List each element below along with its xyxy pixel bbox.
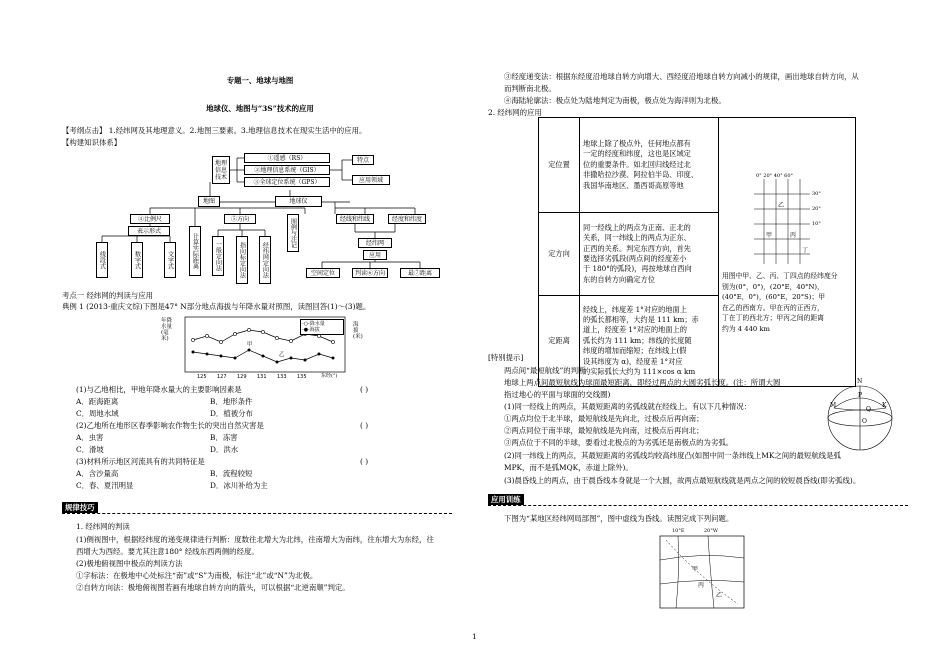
box-tuli: 图例与注记 <box>287 214 299 252</box>
box-shuzi: 数字式 <box>131 242 143 278</box>
box-ditu: 地图 <box>198 196 220 207</box>
box-zuiduan: 最⑦距离 <box>400 268 440 278</box>
grid-ding: 丁 <box>802 247 809 254</box>
p3: ①字标法：在极地中心处标注“南”或“S”为南极，标注“北”或“N”为北极。 <box>76 571 318 580</box>
table-figure-cell <box>719 118 856 387</box>
z5: ③两点位于不同的半球，要看过北极点的为劣弧还是南极点的为劣弧。 <box>504 438 734 447</box>
z1: 地球上两点间最短航线为球面最短距离，即经过两点的大圆劣弧长度。(注：所谓大圆 <box>504 378 781 387</box>
map-l1: 10°E <box>672 528 685 534</box>
grid-jia: 甲 <box>766 232 773 239</box>
q1-optA: A．距海距离 <box>76 397 119 406</box>
map-jia: 甲 <box>692 566 699 573</box>
grid-lat-3: 10° <box>812 221 821 227</box>
q3-optA: A．含沙量高 <box>76 469 119 478</box>
q2-optD: D．洪水 <box>210 445 239 454</box>
legend-alt: -●-海拔 <box>302 327 320 333</box>
box-gps: ③全球定位系统（GPS） <box>244 177 330 187</box>
knowledge-flowchart <box>90 150 450 290</box>
globe-q: Q <box>866 406 871 413</box>
p2: (2)极地俯视图中极点的判读方法 <box>76 559 183 568</box>
goujian-heading: 【构建知识体系】 <box>62 138 122 147</box>
globe-figure <box>820 378 900 458</box>
box-jingweixian: 经线和纬线 <box>336 214 374 224</box>
box-jingweiwang: 经纬网 <box>358 238 392 248</box>
chart-ylabel-right: 海拔(米) <box>353 322 363 340</box>
q1-optD: D．植被分布 <box>210 409 253 418</box>
box-diqiuyi: 地球仪 <box>275 196 322 207</box>
box-zhibei: 指向标定向法 <box>236 236 248 284</box>
grid-lat-1: 30° <box>812 191 821 197</box>
page-title: 专题一、地球与地图 <box>226 76 294 85</box>
grid-desc: 用图中甲、乙、丙、丁四点的经纬度分 别为(0°，0°)，(20°E，40°N)， (40°E，0°)，(60°E，20°S)；甲 在乙的西南方。甲在丙的正西方， 丁在丁的西北方；甲丙之间的距离 约为 4 440 km <box>722 272 838 333</box>
box-gis: ②地理信息系统（GIS） <box>244 165 330 175</box>
box-dili: 地理信息技术 <box>212 156 230 184</box>
p4: ②自转方向法：极地俯视图若画有地球自转方向的箭头，可以根据“北逆南顺”判定。 <box>76 583 350 592</box>
box-panduan: 判读⑥方向 <box>352 268 388 278</box>
grid-bing: 丙 <box>790 232 797 239</box>
z2: (1)同一经线上的两点，其最短距离的劣弧线就在经线上。有以下几种情况： <box>504 402 751 411</box>
q3-optC: C．春、夏汛明显 <box>76 481 134 490</box>
box-yingyong: 应用 <box>363 250 387 260</box>
s1-heading: 1. 经纬网的判读 <box>76 522 130 531</box>
yingyong-heading: 应用训练 <box>488 494 524 505</box>
page-number: 1 <box>472 632 477 641</box>
kaodian-heading: 考点一 经纬网的判读与应用 <box>62 291 154 300</box>
z6: (2)同一纬线上的两点，其最短距离的劣弧线均较高纬度凸(如图中同一条纬线上MK之间的最短航线是弧 <box>504 451 841 460</box>
svg-text:131: 131 <box>257 374 267 380</box>
globe-n: N <box>857 378 863 385</box>
p1: (1)侧视图中，根据经纬度的递变规律进行判断：度数往北增大为北纬，往南增大为南纬，往东增大为东经，往 <box>76 535 434 544</box>
page-subtitle: 地球仪、地图与“3S”技术的应用 <box>206 104 314 113</box>
z7: (3)晨昏线上的两点，由于晨昏线本身就是一个大圆，故两点最短航线就是两点之间的较短晨昏线(即劣弧线)。 <box>504 476 861 485</box>
box-tedian: 特点 <box>352 155 374 165</box>
grid-figure <box>724 169 848 269</box>
q2: (2)乙地所在地形区春季影响农作物生长的突出自然灾害是 <box>76 421 264 430</box>
grid-lat-2: 20° <box>812 206 821 212</box>
kaogang-text: 【考纲点击】 1.经纬网及其地理意义。2.地图三要素。3.地理信息技术在现实生活中的应用。 <box>62 126 367 135</box>
table-row <box>539 118 856 213</box>
svg-text:127: 127 <box>217 374 227 380</box>
q2-paren: ( ) <box>360 421 369 430</box>
legend-rain: -○-降水量 <box>302 321 325 327</box>
box-biaoshi: 表示形式 <box>128 226 170 236</box>
q3-paren: ( ) <box>360 457 369 466</box>
rainfall-altitude-chart <box>161 314 365 386</box>
svg-text:129: 129 <box>237 374 247 380</box>
svg-text:133: 133 <box>277 374 287 380</box>
s2-heading: 2. 经纬网的应用 <box>488 108 542 117</box>
chart-legend <box>300 319 344 335</box>
globe-p: P <box>858 392 863 399</box>
svg-text:135: 135 <box>297 374 307 380</box>
table-value: 同一经线上的两点为正南、正北的 关系，同一纬线上的两点为正东、 正西的关系。判定东西方向，首先 要选择劣弧段(两点间的经度差小 于 180°的弧段)，再按地球自西向 东的自转方向确定方位 <box>580 213 719 296</box>
chart-label-yi: 乙 <box>279 352 285 358</box>
z6b: MPK，而不是弧MQK，赤道上除外)。 <box>504 463 633 472</box>
yingyong-rule <box>488 505 908 506</box>
grid-top-label: 0° 20° 40° 60° <box>756 173 794 179</box>
map-yi: 乙 <box>716 592 723 599</box>
q3-optB: B．流程较短 <box>210 469 253 478</box>
z3: ①两点均位于北半球，最短航线是先向北，过极点后再向南； <box>504 414 704 423</box>
q3: (3)材料所示地区河流具有的共同特征是 <box>76 457 205 466</box>
local-map-svg <box>658 530 746 610</box>
p1b: 西增大为西经。要尤其注意180° 经线东西两侧的经度。 <box>76 547 259 556</box>
chart-ylabel-left: 年降水量(毫米) <box>161 318 173 342</box>
box-xianduan: 线段式 <box>96 242 108 278</box>
q3-optD: D．冰川补给为主 <box>210 481 268 490</box>
globe-svg <box>820 378 900 458</box>
table-key: 定位置 <box>539 118 580 213</box>
guilv-heading: 规律技巧 <box>62 502 98 513</box>
local-map <box>658 530 746 610</box>
z4: ②两点同位于南半球，最短航线是先向南，过极点后再向北； <box>504 426 704 435</box>
q2-optB: B．冻害 <box>210 433 238 442</box>
box-jisuan: 计算实际距离 <box>189 226 201 276</box>
map-bing: 丙 <box>698 582 705 589</box>
table-value: 经线上，纬度差 1°对应的地面上 的弧长都相等，大约是 111 km；赤 道上，经度差 1°对应的地面上的 弧长约为 111 km；纬线的长度随 纬度的增加而缩短；在纬线上(假 设其纬度为 α)，经度差 1°对应 的实际弧长大约为 111×cos α km <box>580 296 719 387</box>
box-lingyu: 应用领域 <box>352 175 390 185</box>
q2-optC: C．滑坡 <box>76 445 104 454</box>
r2: ④海陆轮廓法：极点处为陆地判定为南极，极点处为海洋则为北极。 <box>504 96 726 105</box>
z1b: 指过地心的平面与球面的交线圈) <box>504 390 611 399</box>
r1b: 而判断南北极。 <box>504 84 556 93</box>
box-kongjian: 空间定位 <box>306 268 340 278</box>
guilv-rule <box>62 513 452 514</box>
box-jingweiwang-dingxiang: 经纬网定向法 <box>259 236 271 284</box>
q1-paren: ( ) <box>360 385 369 394</box>
q1-optB: B．地形条件 <box>210 397 253 406</box>
chart-xunit: 东经(°) <box>321 373 338 379</box>
box-wenzi: 文字式 <box>164 242 176 278</box>
tebie-heading: [特别提示] <box>488 353 524 362</box>
globe-o: O <box>862 418 867 425</box>
ex-text: 下图为“某地区经纬网局部图”，图中虚线为昏线。读图完成下列问题。 <box>504 514 734 523</box>
table-key: 定距离 <box>539 296 580 387</box>
globe-m: M <box>830 402 837 409</box>
r1: ③经度递变法：根据东经度沿地球自转方向增大、西经度沿地球自转方向减小的规律，画出地球自转方向，从 <box>504 72 859 81</box>
globe-k: K <box>882 402 887 409</box>
q1: (1)与乙地相比，甲地年降水量大的主要影响因素是 <box>76 385 242 394</box>
q2-optA: A．虫害 <box>76 433 104 442</box>
box-yiban: 一般定向法 <box>212 236 224 276</box>
table-value: 地球上除了极点外，任何地点都有 一定的经度和纬度，这也是区域定 位的重要条件。如北回归线经过北 非撒哈拉沙漠、阿拉伯半岛、印度、 我国华南地区、墨西哥高原等地 <box>580 118 719 213</box>
map-l2: 20°W <box>704 528 719 534</box>
box-jingdu: 经度和纬度 <box>388 214 426 224</box>
box-rs: ①遥感（RS） <box>244 153 330 163</box>
box-fangxiang: ⑤方向 <box>224 214 256 224</box>
q1-optC: C．周地水域 <box>76 409 119 418</box>
chart-label-jia: 甲 <box>247 342 253 348</box>
zuiduan-heading: 两点间“最短航线”的判断 <box>504 366 586 375</box>
table-key: 定方向 <box>539 213 580 296</box>
svg-text:125: 125 <box>197 374 207 380</box>
grid-yi: 乙 <box>778 202 785 209</box>
dianli-text: 典例 1 (2013·重庆文综)下图是47° N部分地点海拔与年降水量对照图，读图回答(1)～(3)题。 <box>62 302 371 311</box>
jingweiwang-table <box>538 117 856 387</box>
box-biliche: ④比例尺 <box>130 214 170 224</box>
